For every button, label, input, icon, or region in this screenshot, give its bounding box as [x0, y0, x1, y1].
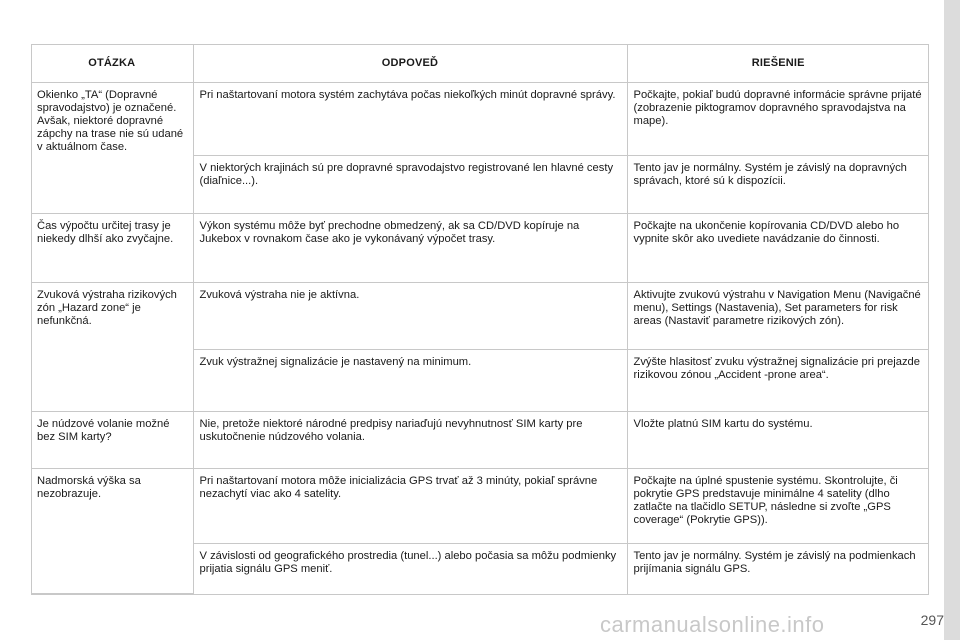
solution-cell: Počkajte na úplné spustenie systému. Skontrolujte, či pokrytie GPS predstavuje minimálne 4 satelity (dlho zatlačte na tlačidlo SETUP, následne si zvoľte „GPS coverage“ (Pokrytie GPS)). — [627, 469, 929, 544]
solution-cell: Aktivujte zvukovú výstrahu v Navigation Menu (Navigačné menu), Settings (Nastavenia), Set parameters for risk areas (Nastaviť parametre rizikových zón). — [627, 283, 929, 350]
answer-cell: Pri naštartovaní motora systém zachytáva počas niekoľkých minút dopravné správy. — [193, 83, 627, 156]
question-cell: Nadmorská výška sa nezobrazuje. — [31, 469, 193, 594]
page-edge-strip — [944, 0, 960, 640]
solution-cell: Počkajte na ukončenie kopírovania CD/DVD alebo ho vypnite skôr ako uvediete navádzanie do činnosti. — [627, 214, 929, 283]
solution-cell: Počkajte, pokiaľ budú dopravné informácie správne prijaté (zobrazenie piktogramov dopravného spravodajstva na mape). — [627, 83, 929, 156]
question-cell: Zvuková výstraha rizikových zón „Hazard zone“ je nefunkčná. — [31, 283, 193, 412]
question-cell: Okienko „TA“ (Dopravné spravodajstvo) je označené. Avšak, niektoré dopravné zápchy na trase nie sú udané v aktuálnom čase. — [31, 83, 193, 214]
question-cell: Čas výpočtu určitej trasy je niekedy dlhší ako zvyčajne. — [31, 214, 193, 283]
header-solution: RIEŠENIE — [627, 44, 929, 83]
header-question: OTÁZKA — [31, 44, 193, 83]
answer-cell: V závislosti od geografického prostredia (tunel...) alebo počasia sa môžu podmienky prijatia signálu GPS meniť. — [193, 544, 627, 594]
answer-cell: Zvuková výstraha nie je aktívna. — [193, 283, 627, 350]
watermark: carmanualsonline.info — [600, 612, 825, 637]
table-row — [31, 83, 929, 156]
question-cell: Je núdzové volanie možné bez SIM karty? — [31, 412, 193, 469]
solution-cell: Zvýšte hlasitosť zvuku výstražnej signalizácie pri prejazde rizikovou zónou „Accident -prone area“. — [627, 350, 929, 412]
table-row — [31, 283, 929, 350]
answer-cell: Nie, pretože niektoré národné predpisy nariaďujú nevyhnutnosť SIM karty pre uskutočnenie núdzového volania. — [193, 412, 627, 469]
answer-cell: Výkon systému môže byť prechodne obmedzený, ak sa CD/DVD kopíruje na Jukebox v rovnakom čase ako je vykonávaný výpočet trasy. — [193, 214, 627, 283]
answer-cell: Pri naštartovaní motora môže inicializácia GPS trvať až 3 minúty, pokiaľ správne nezachytí viac ako 4 satelity. — [193, 469, 627, 544]
faq-table — [31, 44, 929, 594]
answer-cell: V niektorých krajinách sú pre dopravné spravodajstvo registrované len hlavné cesty (diaľnice...). — [193, 156, 627, 214]
solution-cell: Vložte platnú SIM kartu do systému. — [627, 412, 929, 469]
table-row — [31, 214, 929, 283]
header-answer: ODPOVEĎ — [193, 44, 627, 83]
table-row — [31, 412, 929, 469]
table-header-row — [31, 44, 929, 83]
page-number: 297 — [920, 612, 944, 628]
solution-cell: Tento jav je normálny. Systém je závislý na podmienkach prijímania signálu GPS. — [633, 550, 916, 575]
table-row — [31, 469, 929, 544]
answer-cell: Zvuk výstražnej signalizácie je nastavený na minimum. — [193, 350, 627, 412]
solution-cell: Tento jav je normálny. Systém je závislý na dopravných správach, ktoré sú k dispozícii. — [627, 156, 929, 214]
